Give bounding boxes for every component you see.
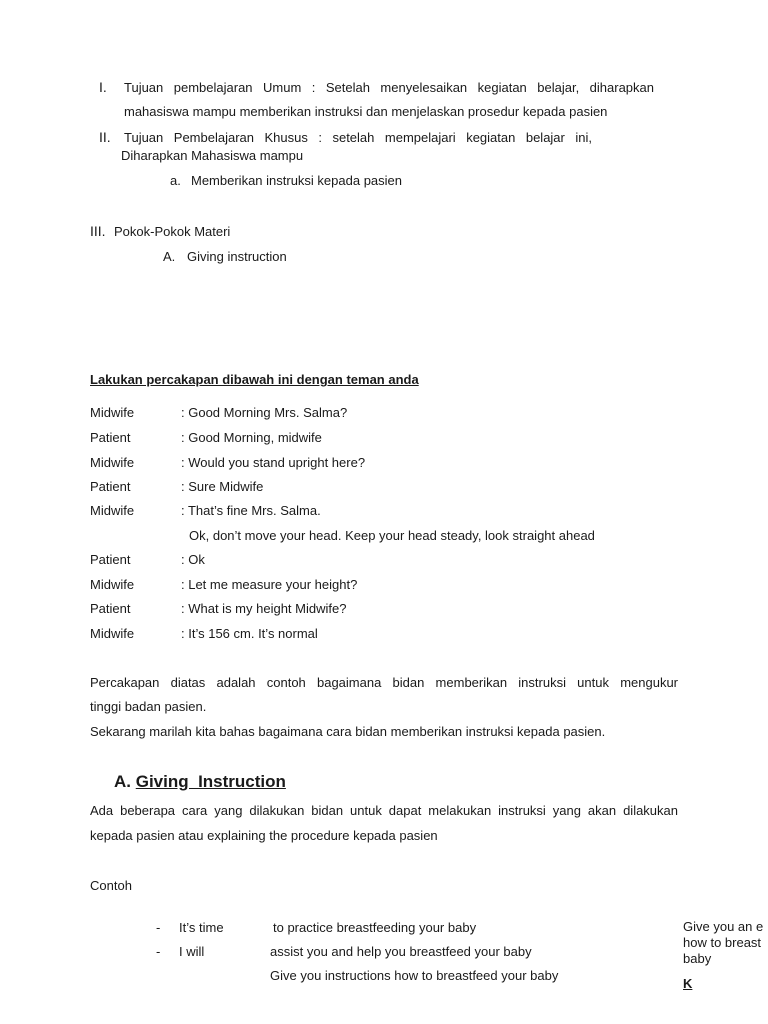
- dialogue-speaker: Midwife: [90, 405, 135, 420]
- dialogue-speaker: Patient: [90, 601, 131, 616]
- dialogue-speaker: Patient: [90, 479, 131, 494]
- objective-specific-line1: Tujuan Pembelajaran Khusus : setelah mempelajari kegiatan belajar ini,: [124, 130, 592, 145]
- dialogue-speaker: Midwife: [90, 626, 135, 641]
- dialogue-speaker: Patient: [90, 552, 131, 567]
- dialogue-speaker: Midwife: [90, 577, 135, 592]
- example-label: Contoh: [90, 878, 132, 893]
- section-heading: [114, 772, 286, 792]
- example-dash: -: [156, 920, 161, 935]
- objective-general-numeral: I.: [99, 79, 107, 95]
- side-note-line3: baby: [683, 951, 712, 966]
- objective-specific-numeral: II.: [99, 129, 111, 145]
- dialogue-heading: Lakukan percakapan dibawah ini dengan teman anda: [90, 372, 419, 387]
- dialogue-speaker: Patient: [90, 430, 131, 445]
- dialogue-continuation: Ok, don’t move your head. Keep your head steady, look straight ahead: [189, 528, 595, 543]
- example-lead: It’s time: [179, 920, 224, 935]
- side-note-line1: Give you an e: [683, 919, 764, 934]
- section-marker: A.: [114, 772, 131, 791]
- dialogue-text: : What is my height Midwife?: [181, 601, 347, 616]
- specific-item-text: Memberikan instruksi kepada pasien: [191, 173, 402, 188]
- explanation-line2: tinggi badan pasien.: [90, 699, 207, 714]
- materials-title: Pokok-Pokok Materi: [114, 224, 231, 239]
- dialogue-text: : Would you stand upright here?: [181, 455, 366, 470]
- section-title: Giving Instruction: [135, 772, 286, 791]
- objective-specific-line2: Diharapkan Mahasiswa mampu: [121, 148, 304, 163]
- example-text: assist you and help you breastfeed your baby: [270, 944, 532, 959]
- example-dash: -: [156, 944, 161, 959]
- dialogue-speaker: Midwife: [90, 455, 135, 470]
- dialogue-text: : Sure Midwife: [181, 479, 264, 494]
- dialogue-text: : Good Morning Mrs. Salma?: [181, 405, 348, 420]
- dialogue-text: : That’s fine Mrs. Salma.: [181, 503, 321, 518]
- dialogue-text: : Let me measure your height?: [181, 577, 358, 592]
- example-text: Give you instructions how to breastfeed your baby: [270, 968, 559, 983]
- dialogue-speaker: Midwife: [90, 503, 135, 518]
- dialogue-text: : Ok: [181, 552, 205, 567]
- explanation-line3: Sekarang marilah kita bahas bagaimana cara bidan memberikan instruksi kepada pasien.: [90, 724, 606, 739]
- materials-item-marker: A.: [163, 249, 176, 264]
- example-text: to practice breastfeeding your baby: [273, 920, 477, 935]
- dialogue-text: : It’s 156 cm. It’s normal: [181, 626, 318, 641]
- side-note-line2: how to breast: [683, 935, 762, 950]
- section-intro-line1: Ada beberapa cara yang dilakukan bidan untuk dapat melakukan instruksi yang akan dilakukan: [90, 803, 678, 818]
- specific-item-marker: a.: [170, 173, 181, 188]
- side-note-letter: K: [683, 976, 693, 991]
- objective-general-line1: Tujuan pembelajaran Umum : Setelah menyelesaikan kegiatan belajar, diharapkan: [124, 80, 654, 95]
- materials-numeral: III.: [90, 223, 106, 239]
- example-lead: I will: [179, 944, 205, 959]
- materials-item-text: Giving instruction: [187, 249, 287, 264]
- explanation-line1: Percakapan diatas adalah contoh bagaimana bidan memberikan instruksi untuk mengukur: [90, 675, 678, 690]
- section-intro-line2: kepada pasien atau explaining the procedure kepada pasien: [90, 828, 438, 843]
- dialogue-text: : Good Morning, midwife: [181, 430, 322, 445]
- side-note-box: [683, 919, 768, 999]
- objective-general-line2: mahasiswa mampu memberikan instruksi dan menjelaskan prosedur kepada pasien: [124, 104, 608, 119]
